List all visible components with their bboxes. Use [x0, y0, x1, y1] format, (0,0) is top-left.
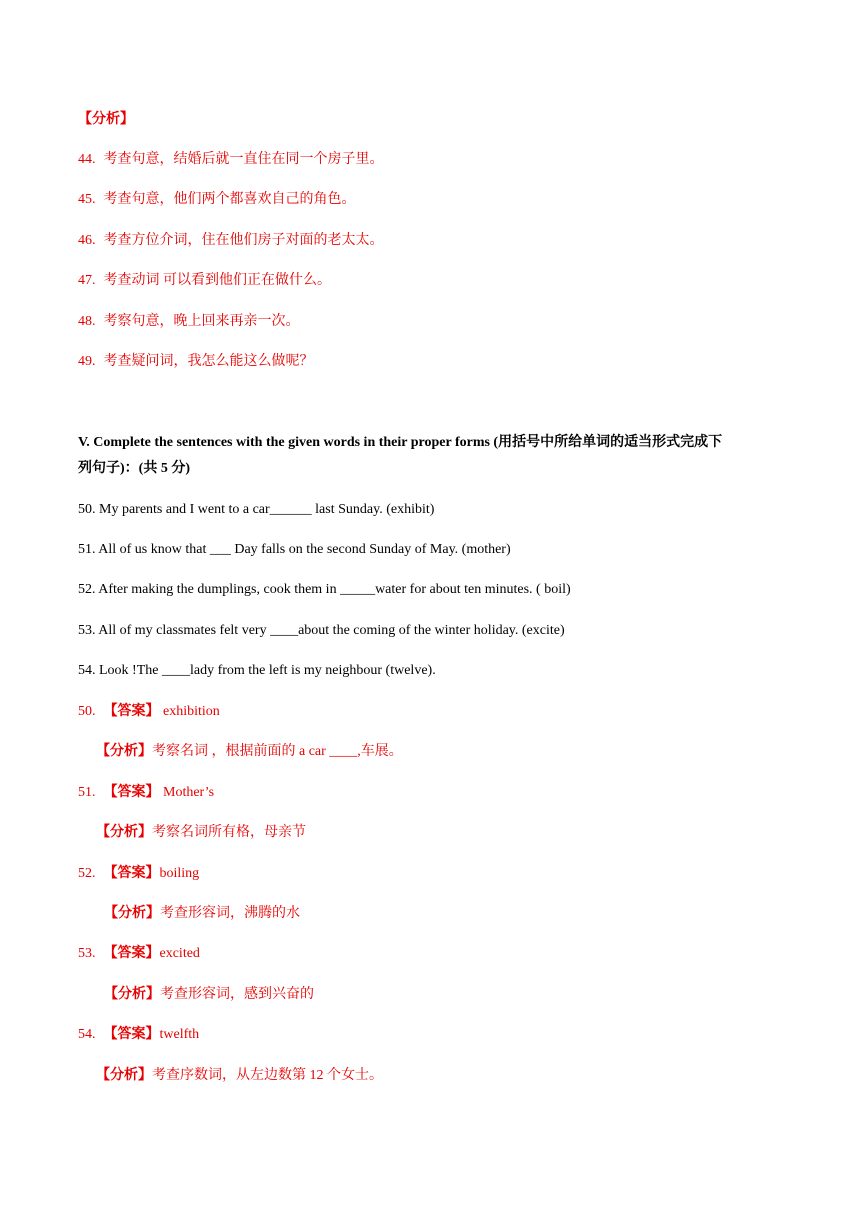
item-number: 48. [78, 314, 96, 329]
answer-number: 54. [78, 1027, 96, 1042]
analysis-text: 考查形容词，沸腾的水 [160, 906, 300, 921]
analysis-item-46 [78, 231, 384, 251]
answer-number: 51. [78, 785, 96, 800]
item-number: 49. [78, 354, 96, 369]
analysis-text: 考查形容词，感到兴奋的 [160, 987, 314, 1002]
answer-text: twelfth [159, 1027, 200, 1042]
answer-51 [78, 783, 214, 803]
question-51: 51. All of us know that ___ Day falls on the second Sunday of May. (mother) [78, 542, 511, 557]
item-number: 44. [78, 152, 96, 167]
item-number: 46. [78, 233, 96, 248]
analysis-item-45 [78, 190, 356, 210]
answer-tag: 【答案】 [103, 946, 160, 961]
item-text: 考查动词 可以看到他们正在做什么。 [103, 273, 331, 288]
analysis-item-49 [78, 352, 314, 372]
question-52: 52. After making the dumplings, cook them in _____water for about ten minutes. ( boil) [78, 582, 571, 597]
section-title [78, 430, 788, 482]
answer-53 [78, 944, 200, 964]
answer-tag: 【答案】 [103, 785, 160, 800]
analysis-54 [96, 1066, 383, 1086]
analysis-item-44 [78, 150, 384, 170]
answer-52 [78, 864, 199, 884]
answer-number: 52. [78, 866, 96, 881]
answer-number: 53. [78, 946, 96, 961]
section-title-line2: 列句子)：(共 5 分) [78, 461, 190, 476]
answer-number: 50. [78, 704, 96, 719]
analysis-51 [96, 823, 306, 843]
analysis-52 [104, 904, 300, 924]
analysis-tag: 【分析】 [96, 825, 152, 840]
analysis-item-47 [78, 271, 331, 291]
answer-text: excited [159, 946, 200, 961]
item-text: 考查句意，他们两个都喜欢自己的角色。 [103, 192, 356, 207]
answer-text: Mother’s [159, 785, 215, 800]
answer-text: exhibition [159, 704, 220, 719]
analysis-header: 【分析】 [78, 112, 134, 127]
answer-50 [78, 702, 220, 722]
answer-text: boiling [159, 866, 200, 881]
section-title-line1: V. Complete the sentences with the given words in their proper forms (用括号中所给单词的适当形式完成下 [78, 435, 723, 450]
analysis-item-48 [78, 312, 300, 332]
item-text: 考查疑问词，我怎么能这么做呢？ [103, 354, 314, 369]
item-number: 47. [78, 273, 96, 288]
answer-tag: 【答案】 [103, 866, 160, 881]
analysis-50 [96, 742, 403, 762]
analysis-text: 考查序数词，从左边数第 12 个女士。 [152, 1068, 383, 1083]
answer-54 [78, 1025, 199, 1045]
analysis-53 [104, 985, 314, 1005]
answer-tag: 【答案】 [103, 704, 160, 719]
analysis-tag: 【分析】 [96, 744, 152, 759]
question-50: 50. My parents and I went to a car______ last Sunday. (exhibit) [78, 502, 435, 517]
analysis-tag: 【分析】 [104, 987, 160, 1002]
question-53: 53. All of my classmates felt very ____about the coming of the winter holiday. (excite) [78, 623, 565, 638]
answer-tag: 【答案】 [103, 1027, 160, 1042]
item-text: 考查句意，结婚后就一直住在同一个房子里。 [103, 152, 384, 167]
analysis-tag: 【分析】 [104, 906, 160, 921]
analysis-text: 考察名词 ，根据前面的 a car ____,车展。 [152, 744, 403, 759]
question-54: 54. Look !The ____lady from the left is my neighbour (twelve). [78, 663, 436, 678]
item-text: 考察句意，晚上回来再亲一次。 [103, 314, 300, 329]
item-text: 考查方位介词，住在他们房子对面的老太太。 [103, 233, 384, 248]
item-number: 45. [78, 192, 96, 207]
analysis-tag: 【分析】 [96, 1068, 152, 1083]
analysis-text: 考察名词所有格，母亲节 [152, 825, 306, 840]
